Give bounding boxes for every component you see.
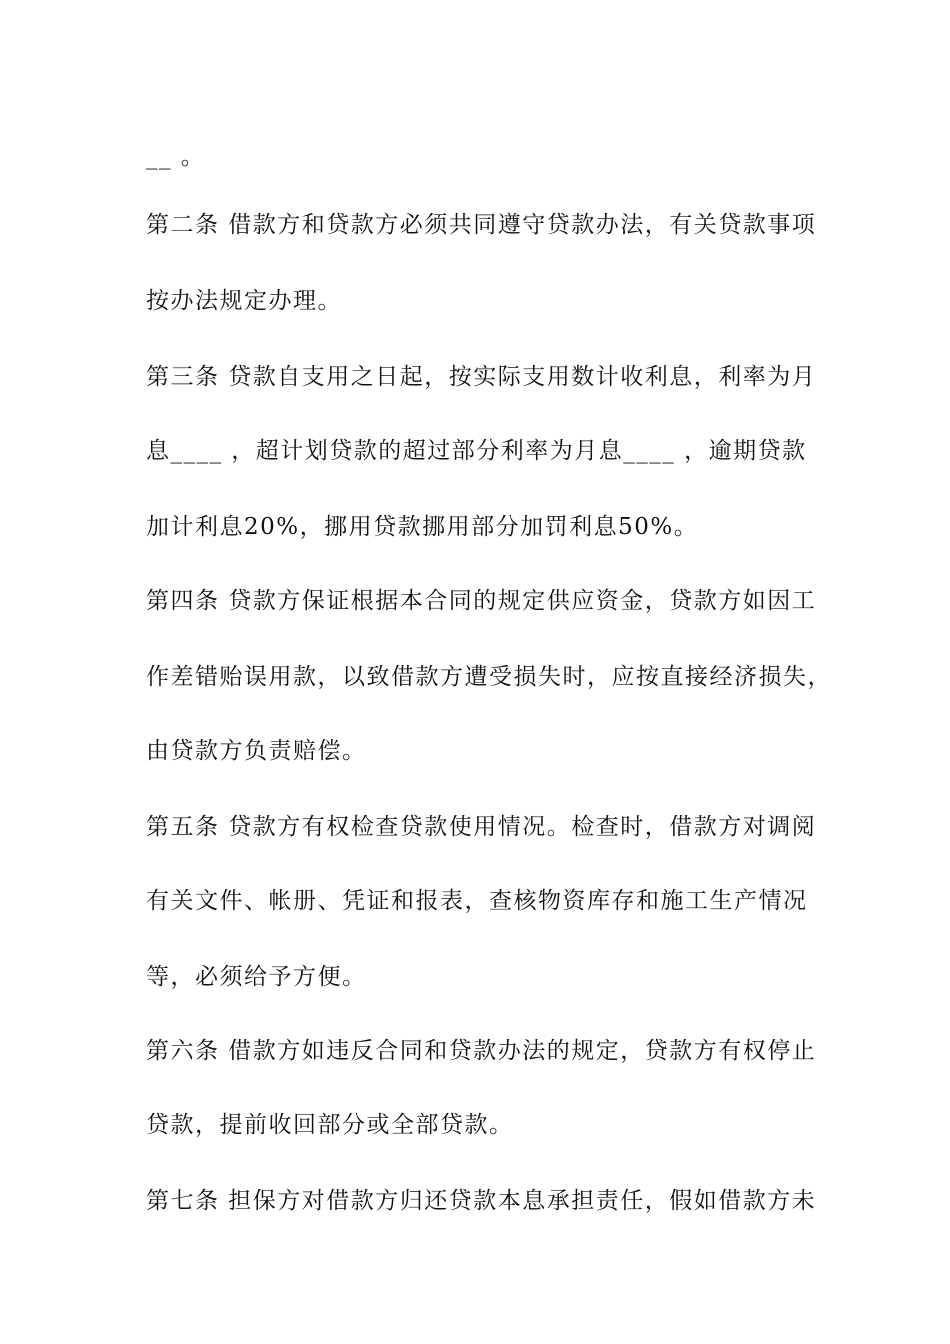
- text-line: 第三条 贷款自支用之日起，按实际支用数计收利息，利率为月: [146, 364, 817, 390]
- text-line: 作差错贻误用款，以致借款方遭受损失时，应按直接经济损失，: [146, 664, 832, 690]
- text-line: 第五条 贷款方有权检查贷款使用情况。检查时，借款方对调阅: [146, 814, 817, 840]
- text-line: 息____ ，超计划贷款的超过部分利率为月息____ ，逾期贷款: [146, 438, 807, 464]
- text-line: 由贷款方负责赔偿。: [146, 738, 367, 764]
- text-line: 第六条 借款方如违反合同和贷款办法的规定，贷款方有权停止: [146, 1038, 817, 1064]
- text-line: 第二条 借款方和贷款方必须共同遵守贷款办法，有关贷款事项: [146, 212, 817, 238]
- text-line: 按办法规定办理。: [146, 288, 342, 314]
- text-line: 第七条 担保方对借款方归还贷款本息承担责任，假如借款方未: [146, 1188, 817, 1214]
- text-line: 等，必须给予方便。: [146, 964, 367, 990]
- text-line: 有关文件、帐册、凭证和报表，查核物资库存和施工生产情况: [146, 888, 808, 914]
- text-line: 第四条 贷款方保证根据本合同的规定供应资金，贷款方如因工: [146, 588, 817, 614]
- text-line: __ 。: [146, 144, 206, 170]
- text-line: 加计利息20%，挪用贷款挪用部分加罚利息50%。: [146, 514, 699, 540]
- text-line: 贷款，提前收回部分或全部贷款。: [146, 1112, 514, 1138]
